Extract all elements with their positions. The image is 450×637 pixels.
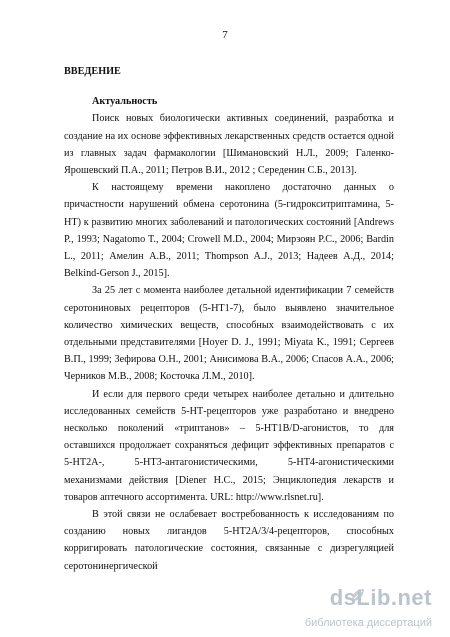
paragraph-3: За 25 лет с момента наиболее детальной идентификации 7 семейств серотониновых рецепторов (5-НТ1-7), было выявлено значительное количество химических веществ, способных взаимодействовать с их отдельными представителями [Hoyer D. J., 1991; Miyata K., 1991; Сергеев В.П., 1999; Зефирова О.Н., 2001; Анисимова В.А., 2006; Спасов А.А., 2006; Черников М.В., 2008; Косточка Л.М., 2010].: [64, 285, 394, 383]
watermark: [262, 585, 432, 631]
document-body: [64, 63, 394, 575]
paragraph-4: И если для первого среди четырех наиболее детально и длительно исследованных семейств 5-НТ-рецепторов уже разработано и внедрено несколько поколений «триптанов» – 5-НТ1B/D-агонистов, то для оставшихся продолжает сохраняться дефицит эффективных препаратов с 5-НТ2A-, 5-НТ3-антагонистическими, 5-НТ4-агонистическими механизмами действия [Diener H.C., 2015; Энциклопедия лекарств и товаров аптечного ассортимента. URL: http://www.rlsnet.ru].: [64, 388, 394, 503]
subsection-heading: Актуальность: [92, 96, 158, 108]
page-number: 7: [222, 29, 228, 41]
section-heading: ВВЕДЕНИЕ: [64, 66, 121, 77]
paragraph-5: В этой связи не ослабевает востребованность к исследованиям по созданию новых лигандов 5-НТ2A/3/4-рецепторов, способных корригировать патологические состояния, связанные с дизрегуляцией серотонинергической: [64, 509, 394, 572]
watermark-caption: библиотека диссертаций: [304, 617, 432, 629]
paragraph-1: Поиск новых биологически активных соединений, разработка и создание на их основе эффективных лекарственных средств остается одной из главных задач фармакологии [Шимановский Н.Л., 2009; Галенко-Ярошевский П.А., 2011; Петров В.И., 2012 ; Середенин С.Б., 2013].: [64, 113, 394, 177]
paragraph-2: К настоящему времени накоплено достаточно данных о причастности нарушений обмена серотонина (5-гидрокситриптамина, 5-НТ) к развитию многих заболеваний и патологических состояний [Andrews P., 1993; Nagatomo T., 2004; Crowell M.D., 2004; Мирзоян Р.С., 2006; Bardin L., 2011; Амелин А.В., 2011; Thompson A.J., 2013; Надеев А.Д., 2014; Belkind-Gerson J., 2015].: [64, 182, 394, 280]
watermark-logo: dsLib.net: [329, 585, 432, 610]
